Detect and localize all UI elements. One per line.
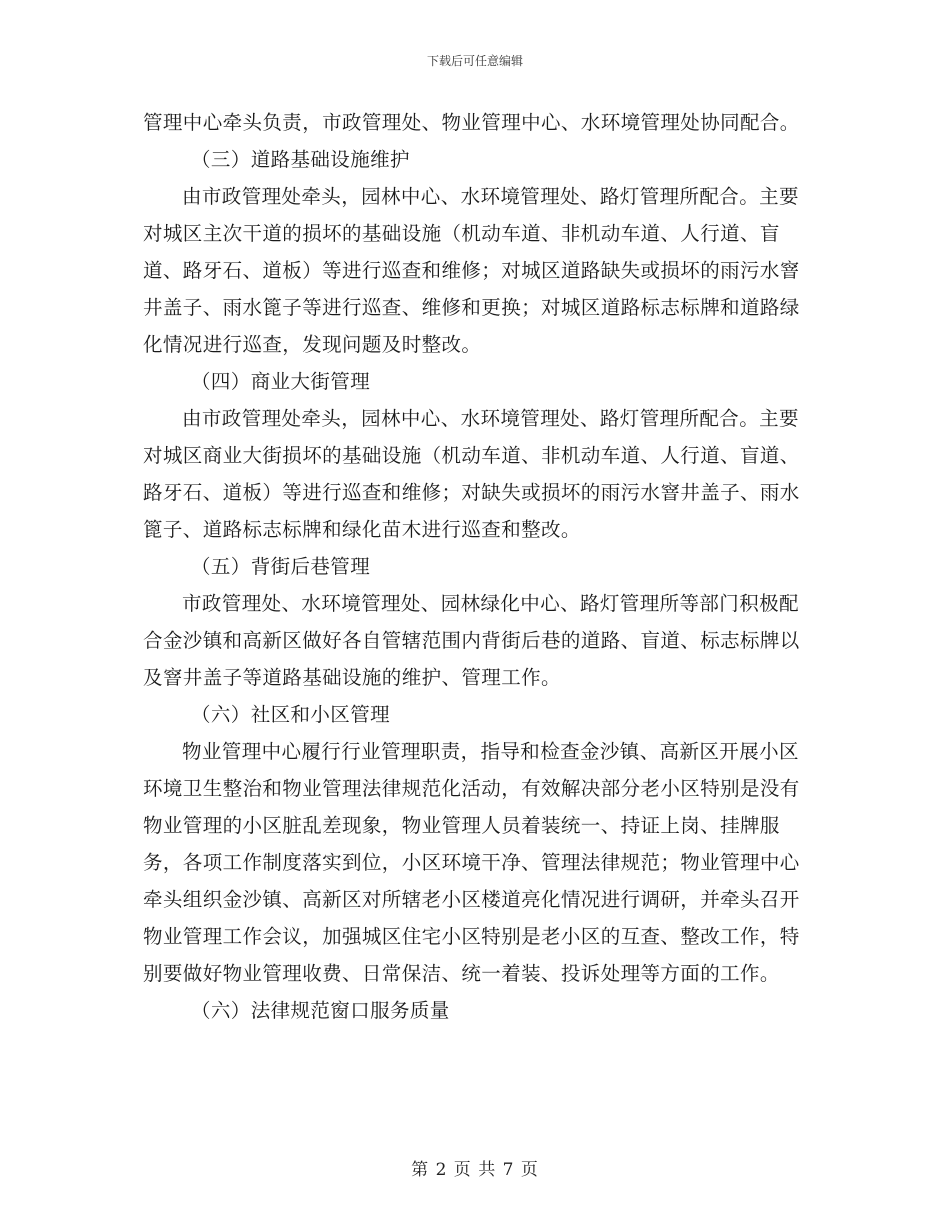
paragraph-commercial-street: 由市政管理处牵头，园林中心、水环境管理处、路灯管理所配合。主要对城区商业大街损坏的基础设施（机动车道、非机动车道、人行道、盲道、路牙石、道板）等进行巡查和维修；对缺失或损坏的雨污水窨井盖子、雨水篦子、道路标志标牌和绿化苗木进行巡查和整改。: [143, 407, 800, 541]
page-footer: 第 2 页 共 7 页: [411, 1160, 539, 1180]
paragraph-continued: 管理中心牵头负责，市政管理处、物业管理中心、水环境管理处协同配合。: [143, 111, 800, 134]
section-heading-4: （四）商业大街管理: [191, 370, 371, 393]
section-heading-6: （六）社区和小区管理: [191, 703, 391, 726]
paragraph-back-alleys: 市政管理处、水环境管理处、园林绿化中心、路灯管理所等部门积极配合金沙镇和高新区做好各自管辖范围内背街后巷的道路、盲道、标志标牌以及窨井盖子等道路基础设施的维护、管理工作。: [143, 592, 800, 689]
document-body: [143, 104, 815, 1029]
section-heading-5: （五）背街后巷管理: [191, 555, 371, 578]
page-header: 下载后可任意编辑: [426, 54, 523, 68]
paragraph-community: 物业管理中心履行行业管理职责，指导和检查金沙镇、高新区开展小区环境卫生整治和物业管理法律规范化活动，有效解决部分老小区特别是没有物业管理的小区脏乱差现象，物业管理人员着装统一、持证上岗、挂牌服务，各项工作制度落实到位，小区环境干净、管理法律规范；物业管理中心牵头组织金沙镇、高新区对所辖老小区楼道亮化情况进行调研，并牵头召开物业管理工作会议，加强城区住宅小区特别是老小区的互查、整改工作，特别要做好物业管理收费、日常保洁、统一着装、投诉处理等方面的工作。: [143, 740, 800, 985]
section-heading-6b: （六）法律规范窗口服务质量: [191, 999, 450, 1022]
section-heading-3: （三）道路基础设施维护: [191, 148, 410, 171]
paragraph-road-maintenance: 由市政管理处牵头，园林中心、水环境管理处、路灯管理所配合。主要对城区主次干道的损坏的基础设施（机动车道、非机动车道、人行道、盲道、路牙石、道板）等进行巡查和维修；对城区道路缺失或损坏的雨污水窨井盖子、雨水篦子等进行巡查、维修和更换；对城区道路标志标牌和道路绿化情况进行巡查，发现问题及时整改。: [143, 185, 800, 356]
